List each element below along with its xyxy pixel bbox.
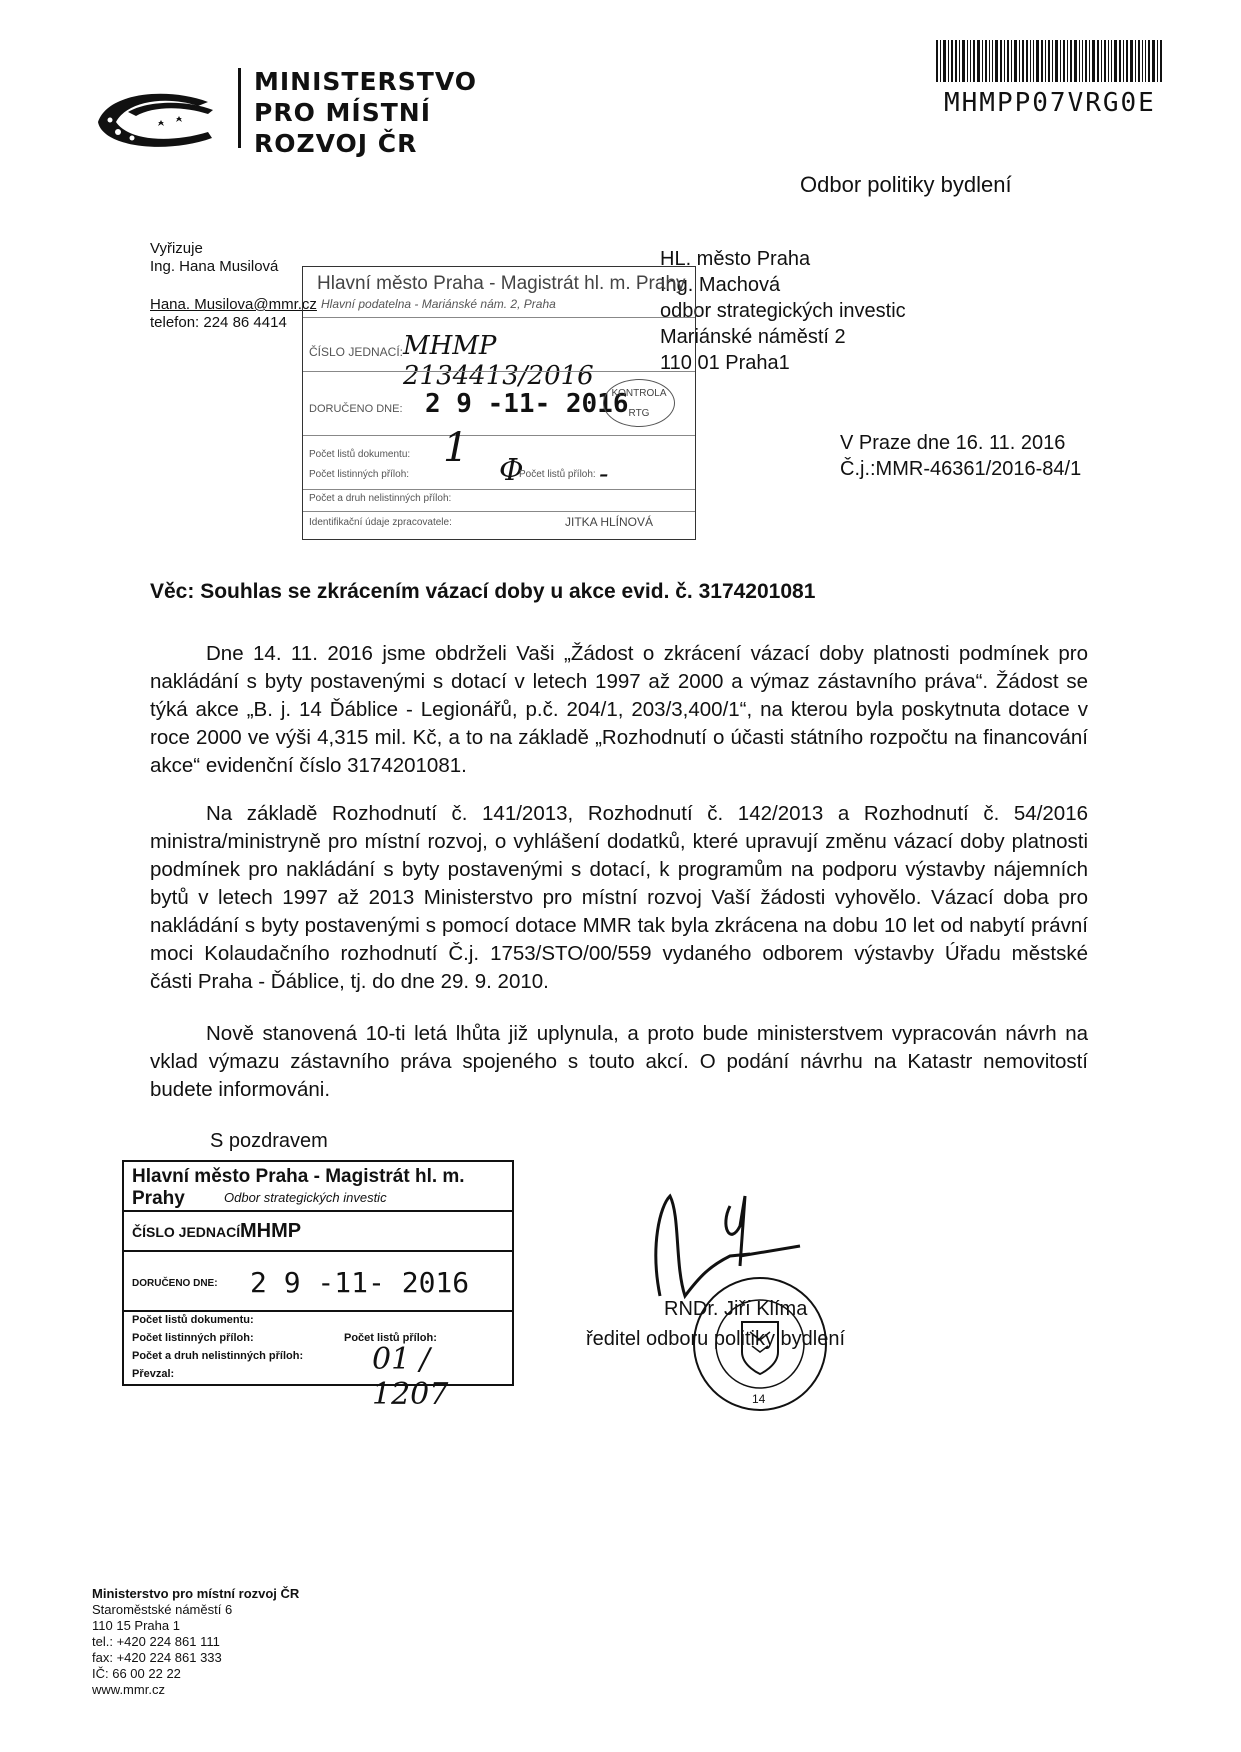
sender-name: Ing. Hana Musilová: [150, 258, 279, 275]
barcode-bar: [992, 40, 993, 82]
stamp-pages-value: 1: [443, 425, 469, 471]
barcode-bar: [1126, 40, 1128, 82]
footer-fax: fax: +420 224 861 333: [92, 1650, 222, 1665]
footer-web: www.mmr.cz: [92, 1682, 165, 1697]
barcode-bar: [1070, 40, 1072, 82]
logo-line-3: ROZVOJ ČR: [254, 129, 418, 158]
barcode-bar: [1045, 40, 1046, 82]
barcode-bar: [1130, 40, 1133, 82]
sender-phone: telefon: 224 86 4414: [150, 314, 287, 331]
barcode-bar: [1138, 40, 1140, 82]
barcode-bar: [967, 40, 968, 82]
barcode-bar: [1026, 40, 1028, 82]
barcode-bar: [936, 40, 938, 82]
barcode-bar: [1067, 40, 1068, 82]
barcode-bar: [1114, 40, 1117, 82]
barcode-bar: [1148, 40, 1150, 82]
barcode-bar: [1135, 40, 1136, 82]
paragraph-3: Nově stanovená 10-ti letá lhůta již uplynula, a proto bude ministerstvem vypracován návrh na vklad výmazu zástavního práva spojeného s touto akcí. O podání návrhu na Katastr nemovitostí budete informováni.: [150, 1022, 1088, 1101]
date-place: V Praze dne 16. 11. 2016: [840, 432, 1066, 454]
stamp-date-label: DORUČENO DNE:: [309, 403, 403, 415]
barcode-bar: [1108, 40, 1109, 82]
barcode-bar: [1104, 40, 1106, 82]
recipient-line-3: odbor strategických investic: [660, 300, 906, 322]
logo-line-1: MINISTERSTVO: [254, 67, 478, 96]
stamp2-pages-label: Počet listů dokumentu:: [132, 1314, 254, 1326]
barcode-bar: [1004, 40, 1005, 82]
stamp2-ref-label: ČÍSLO JEDNACÍ:: [132, 1224, 245, 1240]
barcode-bar: [1052, 40, 1053, 82]
barcode-bar: [1160, 40, 1162, 82]
recipient-line-1: HL. město Praha: [660, 248, 811, 270]
stamp-attach-pages-value: -: [599, 457, 609, 490]
signatory-name: RNDr. Jiří Klíma: [664, 1298, 808, 1320]
barcode-bar: [1007, 40, 1009, 82]
stamp2-title: Hlavní město Praha - Magistrát hl. m. Prahy: [132, 1166, 465, 1209]
footer-org: Ministerstvo pro místní rozvoj ČR: [92, 1586, 300, 1601]
stamp2-date-label: DORUČENO DNE:: [132, 1278, 218, 1289]
subject: Věc: Souhlas se zkrácením vázací doby u akce evid. č. 3174201081: [150, 580, 816, 603]
stamp-attach-value: Φ: [499, 453, 524, 488]
stamp-date-value: 2 9 -11- 2016: [425, 389, 629, 419]
barcode-bar: [1119, 40, 1121, 82]
barcode-bar: [1041, 40, 1043, 82]
barcode-bar: [1089, 40, 1090, 82]
barcode-bar: [1085, 40, 1087, 82]
barcode-bar: [985, 40, 987, 82]
stamp-title: Hlavní město Praha - Magistrát hl. m. Prahy: [317, 273, 686, 294]
reference-number: Č.j.:MMR-46361/2016-84/1: [840, 458, 1082, 480]
stamp-ref-label: ČÍSLO JEDNACÍ:: [309, 345, 404, 359]
barcode-bar: [1030, 40, 1031, 82]
stamp2-handwritten: 01 / 1207: [372, 1342, 449, 1412]
recipient-block: [660, 246, 906, 376]
barcode-bar: [1142, 40, 1143, 82]
sender-email: Hana. Musilova@mmr.cz: [150, 296, 317, 313]
barcode-bar: [1055, 40, 1058, 82]
stamp-attach-label: Počet listinných příloh:: [309, 469, 410, 480]
paragraph-2: Na základě Rozhodnutí č. 141/2013, Rozhodnutí č. 142/2013 a Rozhodnutí č. 54/2016 ministra/ministryně pro místní rozvoj, o vyhlášení dodatků, které upravují změnu vázací doby platnosti podmínek pro nakládání s byty postavenými s dotací, k programům na podporu výstavby nájemních bytů v letech 1997 až 2013 Ministerstvo pro místní rozvoj Vaší žádosti vyhovělo. Vázací doba pro nakládání s byty postavenými s pomocí dotace MMR tak byla zkrácena na dobu 10 let od nabytí právní moci Kolaudačního rozhodnutí Č.j. 1753/STO/00/559 vydaného odborem výstavby Úřadu městské části Praha - Ďáblice, tj. do dne 29. 9. 2010.: [150, 802, 1088, 993]
greeting: S pozdravem: [210, 1130, 328, 1152]
stamp2-attach-label: Počet listinných příloh:: [132, 1332, 254, 1344]
barcode-bar: [977, 40, 980, 82]
barcode-bar: [1019, 40, 1020, 82]
stamp-ident-label: Identifikační údaje zpracovatele:: [309, 517, 452, 528]
stamp-clerk: JITKA HLÍNOVÁ: [565, 515, 654, 529]
barcode-bar: [940, 40, 941, 82]
barcode-bar: [1014, 40, 1017, 82]
stamp-control: [603, 379, 675, 427]
registry-stamp-2: [122, 1160, 514, 1412]
seal-number: 14: [752, 1392, 766, 1406]
barcode-bar: [959, 40, 960, 82]
stamp2-subtitle: Odbor strategických investic: [224, 1190, 387, 1205]
barcode-bar: [995, 40, 998, 82]
barcode-bar: [1000, 40, 1002, 82]
barcode-bar: [1145, 40, 1146, 82]
barcode-bar: [951, 40, 953, 82]
barcode-bar: [1097, 40, 1099, 82]
recipient-line-5: 110 01 Praha1: [660, 352, 790, 374]
registry-stamp: [302, 266, 696, 540]
barcode-bar: [1079, 40, 1080, 82]
barcode: [936, 40, 1206, 82]
barcode-bar: [970, 40, 971, 82]
barcode-bar: [943, 40, 946, 82]
stamp-subtitle: Hlavní podatelna - Mariánské nám. 2, Praha: [321, 297, 556, 311]
footer-ic: IČ: 66 00 22 22: [92, 1666, 181, 1681]
barcode-bar: [1036, 40, 1039, 82]
footer-street: Staroměstské náměstí 6: [92, 1602, 233, 1617]
barcode-bar: [1048, 40, 1050, 82]
stamp-ref-value: MHMP 2134413/2016: [403, 331, 594, 391]
recipient-line-4: Mariánské náměstí 2: [660, 326, 846, 348]
barcode-bar: [982, 40, 983, 82]
footer-tel: tel.: +420 224 861 111: [92, 1634, 220, 1649]
paragraph-1: Dne 14. 11. 2016 jsme obdrželi Vaši „Žádost o zkrácení vázací doby platnosti podmínek pro nakládání s byty postavenými s dotací v letech 1997 až 2000 a výmaz zástavního práva“. Žádost se týká akce „B. j. 14 Ďáblice - Legionářů, p.č. 204/1, 203/3,400/1“, na kterou byla poskytnuta dotace v roce 2000 ve výši 4,315 mil. Kč, a to na základě „Rozhodnutí o účasti státního rozpočtu na financování akce“ evidenční číslo 3174201081.: [150, 642, 1088, 777]
barcode-bar: [1011, 40, 1012, 82]
logo-divider: [238, 68, 241, 148]
barcode-bar: [1123, 40, 1124, 82]
stamp-attach-pages-label: Počet listů příloh:: [519, 469, 596, 480]
department-name: Odbor politiky bydlení: [800, 172, 1012, 197]
barcode-bar: [1092, 40, 1095, 82]
logo-text: [254, 66, 477, 159]
stamp2-attach-pages-label: Počet listů příloh:: [344, 1332, 437, 1344]
stamp2-received-label: Převzal:: [132, 1368, 175, 1380]
stamp2-nonpaper-label: Počet a druh nelistinných příloh:: [132, 1350, 304, 1362]
barcode-bar: [1060, 40, 1061, 82]
barcode-bar: [1111, 40, 1112, 82]
stamp-pages-label: Počet listů dokumentu:: [309, 449, 411, 460]
barcode-bar: [1074, 40, 1077, 82]
footer-city: 110 15 Praha 1: [92, 1618, 180, 1633]
barcode-bar: [1082, 40, 1083, 82]
sender-block: [150, 240, 317, 332]
barcode-bar: [1022, 40, 1024, 82]
barcode-bar: [1157, 40, 1158, 82]
stamp-control-text: KONTROLA RTG: [611, 388, 667, 419]
barcode-bar: [1063, 40, 1065, 82]
barcode-bar: [1033, 40, 1034, 82]
barcode-bar: [973, 40, 975, 82]
logo-line-2: PRO MÍSTNÍ: [254, 98, 431, 127]
stamp2-date-value: 2 9 -11- 2016: [250, 1266, 470, 1299]
recipient-line-2: Ing. Machová: [660, 274, 781, 296]
stamp-nonpaper-label: Počet a druh nelistinných příloh:: [309, 493, 452, 504]
barcode-bar: [955, 40, 957, 82]
barcode-bar: [1101, 40, 1102, 82]
signatory-title: ředitel odboru politiky bydlení: [586, 1328, 846, 1350]
barcode-code: MHMPP07VRG0E: [944, 88, 1156, 118]
stamp2-ref-value: MHMP: [240, 1220, 302, 1242]
sender-label: Vyřizuje: [150, 240, 203, 257]
barcode-bar: [1152, 40, 1155, 82]
barcode-bar: [989, 40, 990, 82]
barcode-bar: [948, 40, 949, 82]
barcode-bar: [962, 40, 965, 82]
footer: [92, 1586, 299, 1698]
ministry-emblem-icon: [88, 82, 228, 152]
